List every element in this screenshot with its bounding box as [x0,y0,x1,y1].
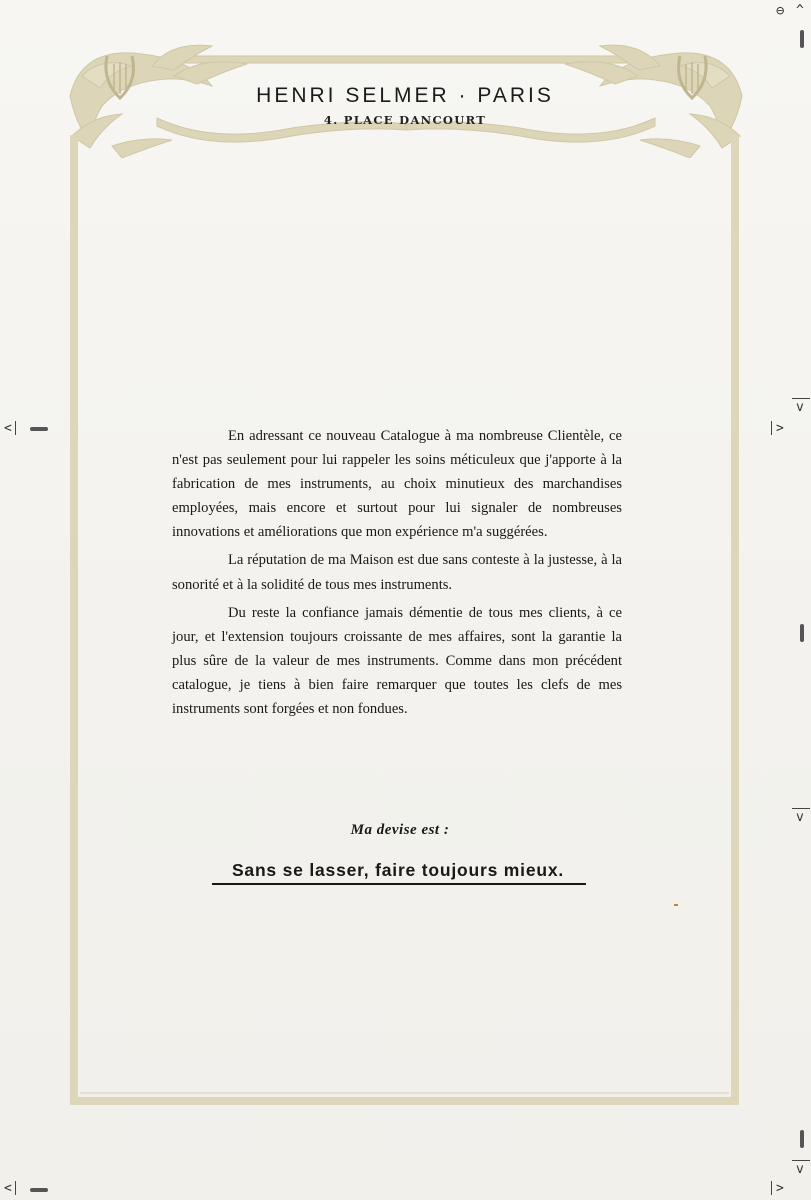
divider-line [792,1160,810,1161]
pan-handle-left[interactable] [30,427,48,431]
prev-page-icon[interactable]: < [4,421,12,436]
scroll-down-icon[interactable]: v [796,400,804,415]
prev-page-icon[interactable]: < [4,1181,12,1196]
divider-line [15,1181,16,1195]
paragraph: Du reste la confiance jamais démentie de tous mes clients, à ce jour, et l'extension toujours croissante de mes affaires, sont la garantie la plus sûre de la valeur de mes instruments. Comme dans mon précédent catalogue, je tiens à bien faire remarquer que toutes les clefs de mes instruments sont forgées et non fondues. [172,604,622,718]
frame-left-border [70,135,78,1105]
motto-underline [212,883,586,885]
scrollbar-handle-top[interactable] [800,30,804,48]
next-page-icon[interactable]: > [776,421,784,436]
motto-text: Sans se lasser, faire toujours mieux. [231,860,565,880]
scrollbar-handle-bottom[interactable] [800,1130,804,1148]
frame-right-border [731,135,739,1105]
foreword-text [172,424,622,725]
divider-line [792,808,810,809]
frame-bottom-inner-line [80,1092,729,1094]
divider-line [771,421,772,435]
paper-speck [674,904,678,906]
paragraph: La réputation de ma Maison est due sans conteste à la justesse, à la sonorité et à la solidité de tous mes instruments. [172,552,622,593]
divider-line [792,398,810,399]
scroll-down-icon[interactable]: v [796,810,804,825]
paragraph: En adressant ce nouveau Catalogue à ma nombreuse Clientèle, ce n'est pas seulement pour lui rappeler les soins méticuleux que j'apporte à la fabrication de mes instruments, au choix minutieux des marchandises employées, mais encore et surtout pour lui signaler de nombreuses innovations et améliorations que mon expérience m'a suggérées. [172,428,622,541]
zoom-out-icon[interactable]: ⊖ [776,3,785,19]
divider-line [771,1181,772,1195]
scroll-up-icon[interactable]: ^ [796,3,804,18]
scroll-down-icon[interactable]: v [796,1162,804,1177]
pan-handle-left-bottom[interactable] [30,1188,48,1192]
letterhead-title: HENRI SELMER · PARIS [256,84,554,107]
frame-bottom-border [70,1097,739,1105]
motto-intro: Ma devise est : [350,822,450,838]
letterhead-address: 4. PLACE DANCOURT [323,113,487,127]
next-page-icon[interactable]: > [776,1181,784,1196]
scrollbar-handle-middle[interactable] [800,624,804,642]
divider-line [15,421,16,435]
